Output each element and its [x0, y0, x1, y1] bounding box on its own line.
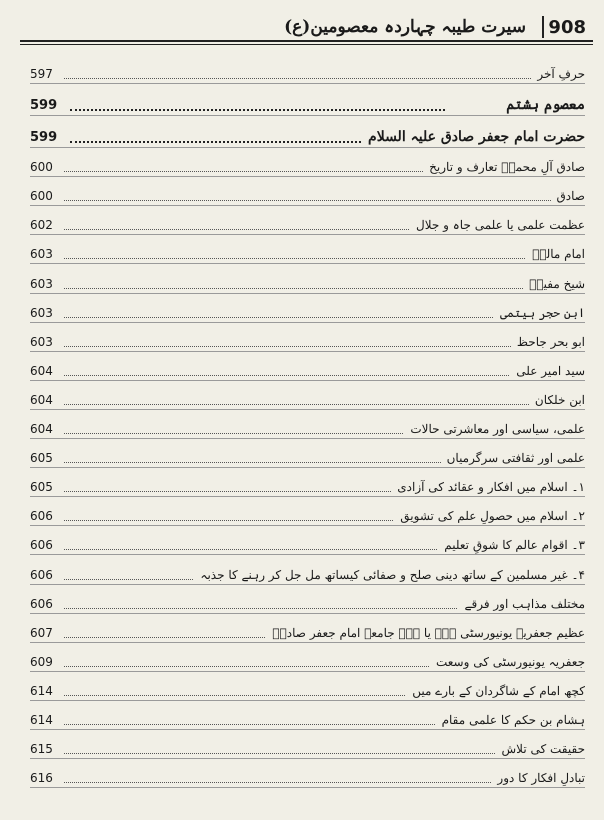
row-underline	[30, 234, 585, 235]
toc-page-number: 614	[30, 712, 53, 727]
toc-entry	[30, 267, 585, 296]
row-underline	[30, 205, 585, 206]
toc-entry-title: ہشام بن حکم کا علمی مقام	[436, 713, 585, 727]
row-underline	[30, 263, 585, 264]
row-underline	[30, 554, 585, 555]
toc-entry-title: معصوم ہشتم	[500, 97, 585, 113]
toc-entry-title: ابن خلکان	[529, 393, 585, 407]
row-underline	[30, 438, 585, 439]
dot-leader	[64, 404, 581, 405]
table-of-contents	[30, 58, 585, 791]
dot-leader	[64, 375, 581, 376]
toc-chapter-entry	[30, 119, 585, 151]
toc-entry-title: ابو بحر جاحظ	[511, 335, 585, 349]
header-rule-thin	[20, 44, 593, 45]
toc-entry	[30, 355, 585, 384]
toc-page-number: 606	[30, 596, 53, 611]
header-separator	[542, 16, 544, 38]
toc-entry-title: ۱۔ اسلام میں افکار و عقائد کی آزادی	[391, 480, 585, 494]
row-underline	[30, 758, 585, 759]
toc-entry	[30, 704, 585, 733]
row-underline	[30, 83, 585, 84]
toc-entry	[30, 646, 585, 675]
toc-page-number: 604	[30, 363, 53, 378]
toc-page-number: 603	[30, 276, 53, 291]
toc-entry-title: علمی، سیاسی اور معاشرتی حالات	[404, 422, 585, 436]
toc-entry	[30, 297, 585, 326]
toc-page-number: 605	[30, 451, 53, 466]
row-underline	[30, 115, 585, 116]
toc-entry-title: ۳۔ اقوام عالم کا شوقِ تعلیم	[438, 538, 585, 552]
row-underline	[30, 293, 585, 294]
dot-leader	[64, 288, 581, 289]
row-underline	[30, 380, 585, 381]
toc-page-number: 609	[30, 654, 53, 669]
row-underline	[30, 700, 585, 701]
toc-entry	[30, 384, 585, 413]
toc-entry	[30, 617, 585, 646]
page-number: 908	[548, 17, 586, 38]
toc-page-number: 606	[30, 509, 53, 524]
toc-entry-title: عظمت علمی یا علمی جاہ و جلال	[410, 218, 585, 232]
toc-entry	[30, 529, 585, 558]
row-underline	[30, 787, 585, 788]
row-underline	[30, 176, 585, 177]
toc-entry-title: ابن حجر ہیتمی	[494, 306, 585, 320]
toc-entry	[30, 238, 585, 267]
running-title: سیرت طیبہ چہاردہ معصومین(ع)	[284, 17, 526, 37]
row-underline	[30, 525, 585, 526]
dot-leader	[64, 258, 581, 259]
row-underline	[30, 322, 585, 323]
toc-page-number: 599	[30, 130, 58, 146]
toc-page-number: 604	[30, 422, 53, 437]
row-underline	[30, 496, 585, 497]
toc-entry	[30, 413, 585, 442]
toc-entry	[30, 733, 585, 762]
row-underline	[30, 671, 585, 672]
dot-leader	[64, 200, 581, 201]
toc-entry	[30, 762, 585, 791]
toc-section-entry	[30, 87, 585, 119]
row-underline	[30, 613, 585, 614]
toc-page-number: 603	[30, 334, 53, 349]
toc-entry	[30, 500, 585, 529]
toc-page-number: 605	[30, 480, 53, 495]
toc-entry-title: شیخ مفیدؒ	[523, 277, 585, 291]
dot-leader	[64, 346, 581, 347]
toc-page-number: 607	[30, 625, 53, 640]
toc-entry	[30, 442, 585, 471]
toc-page-number: 600	[30, 160, 53, 175]
toc-entry	[30, 180, 585, 209]
row-underline	[30, 409, 585, 410]
toc-page-number: 606	[30, 567, 53, 582]
toc-page-number: 600	[30, 189, 53, 204]
row-underline	[30, 729, 585, 730]
toc-entry	[30, 558, 585, 587]
toc-page-number: 599	[30, 98, 58, 114]
toc-entry	[30, 588, 585, 617]
toc-entry-title: کچھ امام کے شاگردان کے بارے میں	[406, 684, 585, 698]
toc-entry-title: حرفِ آخر	[531, 67, 585, 81]
toc-entry-title: مختلف مذاہب اور فرقے	[458, 597, 585, 611]
toc-entry-title: سید امیر علی	[510, 364, 585, 378]
toc-entry	[30, 209, 585, 238]
dot-leader	[70, 141, 405, 143]
row-underline	[30, 584, 585, 585]
toc-entry-title: جعفریہ یونیورسٹی کی وسعت	[430, 655, 585, 669]
toc-page-number: 603	[30, 305, 53, 320]
toc-entry-title: ۴۔ غیر مسلمین کے ساتھ دینی صلح و صفائی کیساتھ مل جل کر رہنے کا جذبہ	[194, 568, 585, 582]
toc-entry	[30, 151, 585, 180]
toc-page-number: 615	[30, 742, 53, 757]
toc-entry-title: امام مالکؒ	[526, 247, 585, 261]
row-underline	[30, 467, 585, 468]
toc-entry-title: تبادلِ افکار کا دور	[491, 771, 585, 785]
row-underline	[30, 147, 585, 148]
toc-entry	[30, 471, 585, 500]
toc-entry-title: صادق	[551, 189, 586, 203]
toc-entry-title: ۲۔ اسلام میں حصولِ علم کی تشویق	[394, 509, 585, 523]
toc-page-number: 616	[30, 771, 53, 786]
toc-page-number: 602	[30, 218, 53, 233]
toc-page-number: 604	[30, 392, 53, 407]
header-rule	[20, 40, 593, 42]
dot-leader	[70, 109, 445, 111]
toc-page-number: 614	[30, 683, 53, 698]
toc-entry-title: عظیم جعفریہ یونیورسٹی ۔۔۔ یا ۔۔۔ جامعہ امام جعفر صادقؑ	[266, 626, 585, 640]
toc-page-number: 606	[30, 538, 53, 553]
dot-leader	[64, 78, 581, 79]
page-header	[18, 14, 592, 40]
row-underline	[30, 642, 585, 643]
toc-entry	[30, 58, 585, 87]
toc-page-number: 597	[30, 67, 53, 82]
toc-entry-title: صادق آلِ محمدؐ تعارف و تاریخ	[423, 160, 585, 174]
toc-entry-title: حضرت امام جعفر صادق علیہ السلام	[362, 129, 585, 145]
toc-page-number: 603	[30, 247, 53, 262]
row-underline	[30, 351, 585, 352]
toc-entry	[30, 675, 585, 704]
toc-entry	[30, 326, 585, 355]
toc-entry-title: حقیقت کی تلاش	[496, 742, 585, 756]
toc-entry-title: علمی اور ثقافتی سرگرمیاں	[441, 451, 585, 465]
